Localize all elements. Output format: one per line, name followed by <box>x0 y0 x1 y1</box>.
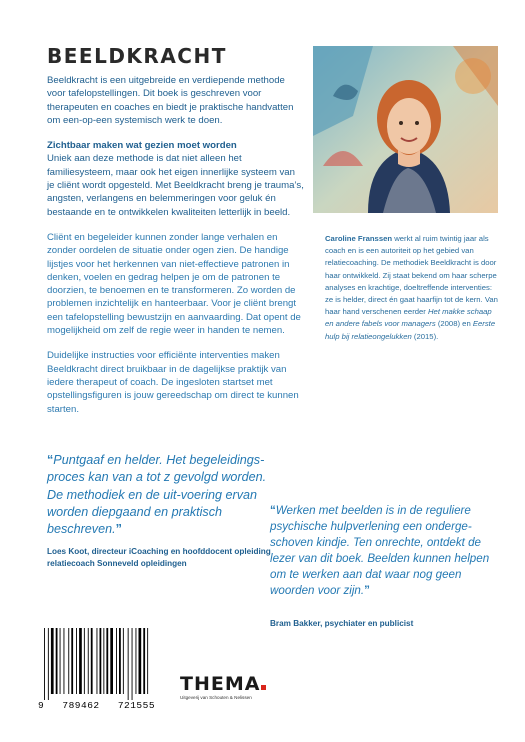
isbn-number <box>38 700 158 711</box>
quote-attribution: Loes Koot, directeur iCoaching en hoofddocent opleiding relatiecoach Sonneveld opleidingen <box>47 547 271 569</box>
author-photo <box>313 46 498 213</box>
open-quote-mark: “ <box>47 453 54 467</box>
instructions-paragraph: Duidelijke instructies voor efficiënte interventies maken Beeldkracht direct bruikbaar in de dagelijkse praktijk van iedere therapeut of coach. De ingesloten startset met opstellingsfiguren is jouw gereedschap om direct te kunnen starten. <box>47 350 299 415</box>
publisher-name: THEMA <box>180 673 261 695</box>
isbn-digits-left: 789462 <box>62 700 100 711</box>
book-title: BEELDKRACHT <box>47 44 227 68</box>
section-subheading: Zichtbaar maken wat gezien moet worden <box>47 140 237 152</box>
method-paragraph: Uniek aan deze methode is dat niet alleen het familiesysteem, maar ook het eigen innerlijke systeem van je cliënt wordt opgesteld. Met Beeldkracht breng je trauma’s, angsten, verlangens en belemmeringen voor geluk én bestaande en te ontwikkelen kwaliteiten letterlijk in beeld. <box>47 153 304 218</box>
publisher-logo <box>180 673 266 695</box>
back-cover-body <box>47 74 304 428</box>
intro-paragraph: Beeldkracht is een uitgebreide en verdiepende methode voor tafelopstellingen. Dit boek is geschreven voor therapeuten en coaches en biedt je praktische handvatten om een-op-een systemisch werk te doen. <box>47 75 294 126</box>
author-name: Caroline Franssen <box>325 234 393 243</box>
isbn-barcode <box>42 628 152 700</box>
isbn-digit: 9 <box>38 700 45 711</box>
bio-text: werkt al ruim twintig jaar als coach en is een autoriteit op het gebied van relatiecoaching. De methodiek Beeldkracht is door haar ontwikkeld. Zij staat bekend om haar scherpe analyses en krachtige, doeltreffende interventies: ze is helder, direct én gaat haarfijn tot de kern. Van haar hand verschenen eerder <box>325 234 498 317</box>
client-paragraph: Cliënt en begeleider kunnen zonder lange verhalen en zonder oordelen de situatie onder ogen zien. De handige lijstjes voor het herkennen van niet-effectieve patronen in denken, voelen en gedrag helpen je om de patronen te doorzien, te benoemen en te transformeren. Zo worden de problemen inzichtelijk en hanteerbaar. Voor je cliënt brengt een tafelopstelling bewustzijn en aanvaarding. Dat opent de mogelijkheid om zelf de regie weer in handen te nemen. <box>47 231 301 337</box>
publisher-subline: Uitgeverij van Schouten & Nelissen <box>180 695 252 700</box>
review-quote <box>47 452 267 538</box>
author-bio <box>325 233 501 343</box>
bio-text: (2008) en <box>435 319 473 329</box>
open-quote-mark: “ <box>270 504 276 517</box>
close-quote-mark: ” <box>115 522 122 537</box>
book-title-2: Eerste hulp bij relatieongelukken <box>325 319 496 341</box>
quote-text: Puntgaaf en helder. Het begeleidings-proces kan van a tot z gevolgd worden. De methodiek en de uit-voering ervan worden diepgaand en praktisch beschreven. <box>47 453 267 537</box>
review-quote <box>270 503 502 599</box>
logo-dot <box>261 685 266 690</box>
book-title-1: Het makke schaap en andere fabels voor managers <box>325 307 492 329</box>
bio-text: (2015). <box>411 331 439 341</box>
close-quote-mark: ” <box>364 584 370 597</box>
isbn-digits-right: 721555 <box>117 700 156 711</box>
quote-attribution: Bram Bakker, psychiater en publicist <box>270 619 414 628</box>
quote-text: Werken met beelden is in de reguliere psychische hulpverlening een onderge-schoven kindje. Ten onrechte, ontdekt de lezer van dit boek. Beelden kunnen helpen om te werken aan dat waar nog geen woorden voor zijn. <box>270 504 490 597</box>
